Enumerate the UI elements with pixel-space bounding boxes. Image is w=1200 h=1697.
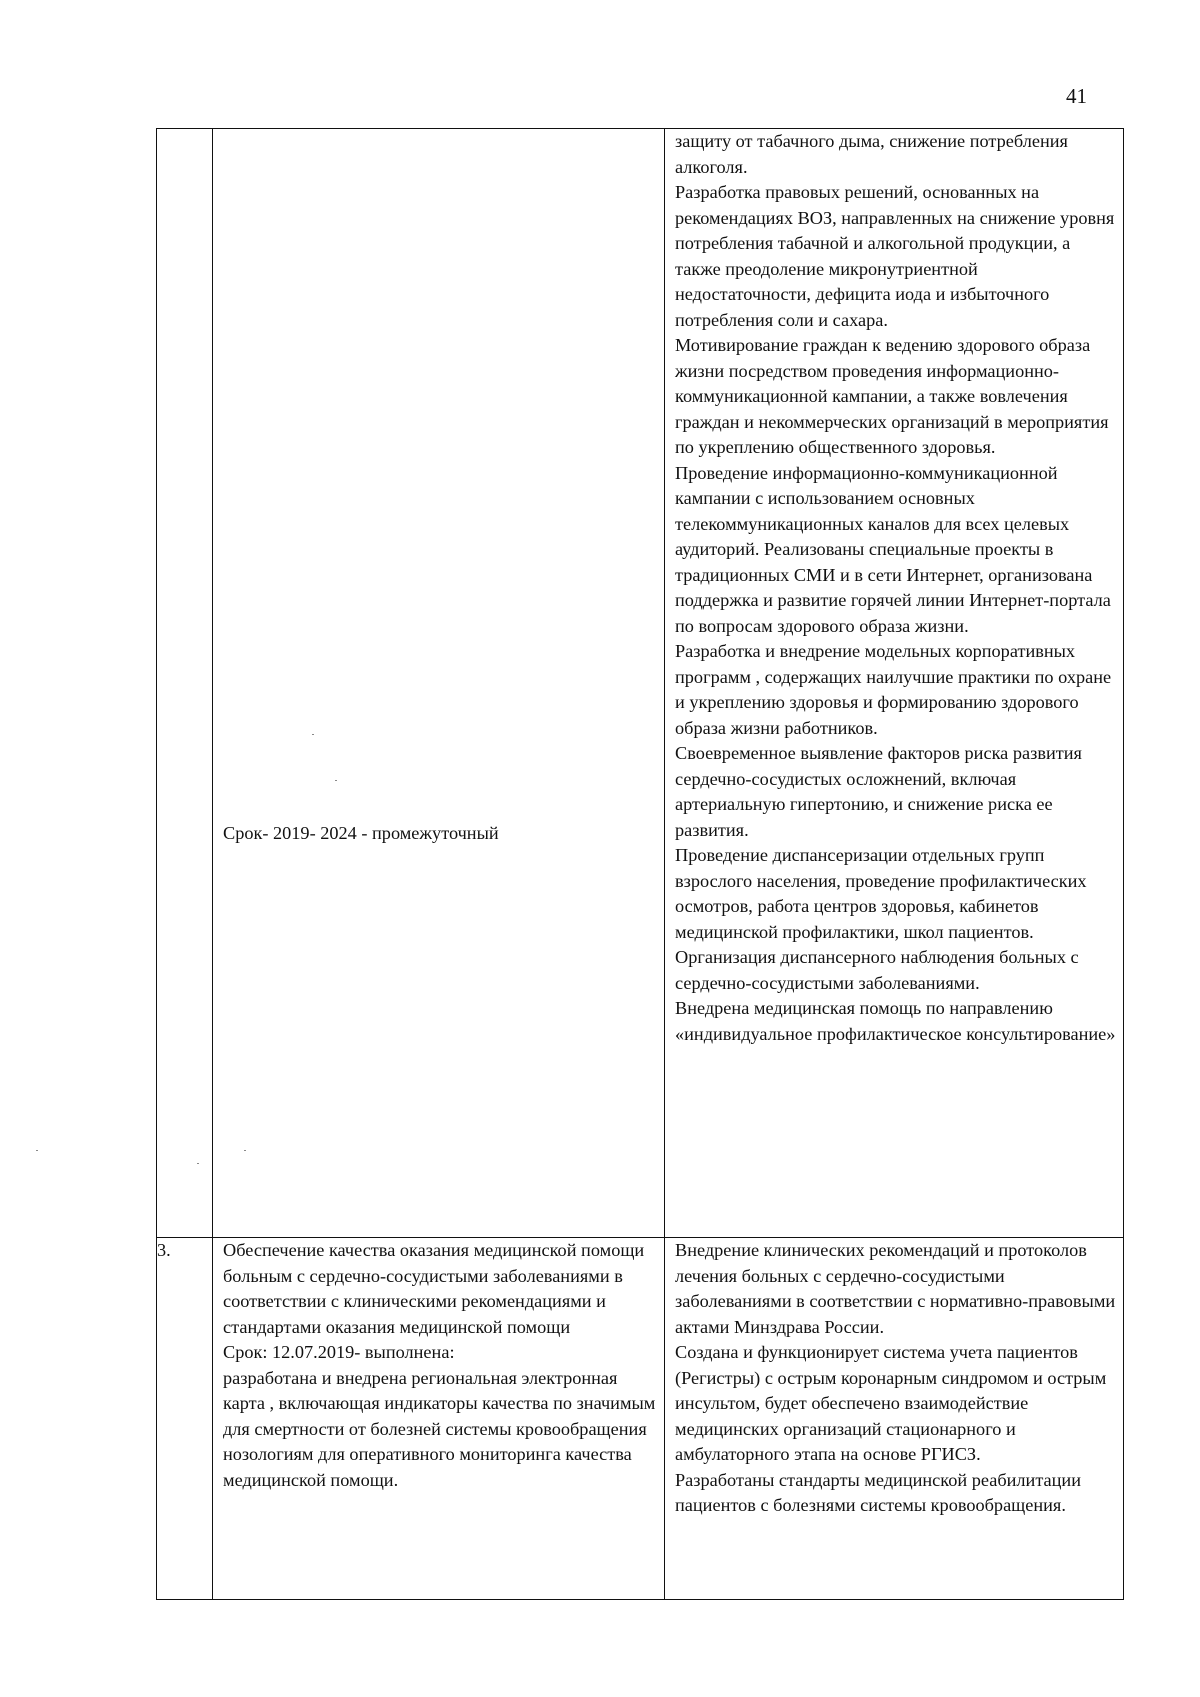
scan-speck [244, 1150, 246, 1151]
paragraph: Разработаны стандарты медицинской реабилитации пациентов с болезнями системы кровообращения. [675, 1469, 1081, 1515]
table-row [157, 129, 1124, 1238]
measure-cell [213, 129, 665, 1238]
paragraph: Проведение информационно-коммуникационной кампании с использованием основных телекоммуникационных каналов для всех целевых аудиторий. Реализованы специальные проекты в традиционных СМИ и в сети Интернет, организована поддержка и развитие горячей линии Интернет-портала по вопросам здорового образа жизни. [675, 462, 1111, 636]
paragraph: Мотивирование граждан к ведению здорового образа жизни посредством проведения информационно-коммуникационной кампании, а также вовлечения граждан и некоммерческих организаций в мероприятия по укреплению общественного здоровья. [675, 335, 1109, 457]
scan-speck [335, 780, 337, 781]
scan-speck [36, 1150, 38, 1151]
paragraph: Разработка правовых решений, основанных на рекомендациях ВОЗ, направленных на снижение уровня потребления табачной и алкогольной продукции, а также преодоление микронутриентной недостаточности, дефицита иода и избыточного потребления соли и сахара. [675, 182, 1115, 330]
paragraph: Внедрение клинических рекомендаций и протоколов лечения больных с сердечно-сосудистыми заболеваниями в соответствии с нормативно-правовыми актами Минздрава России. [675, 1240, 1116, 1337]
scan-speck [312, 734, 314, 735]
result-cell [665, 1238, 1124, 1600]
paragraph: Своевременное выявление факторов риска развития сердечно-сосудистых осложнений, включая артериальную гипертонию, и снижение риска ее развития. [675, 743, 1082, 840]
page-number: 41 [1066, 84, 1087, 108]
deadline-text: Срок- 2019- 2024 - промежуточный [223, 823, 499, 843]
result-cell [665, 129, 1124, 1238]
paragraph: разработана и внедрена региональная электронная карта , включающая индикаторы качества по значимым для смертности от болезней системы кровообращения нозологиям для оперативного мониторинга качества медицинской помощи. [223, 1367, 656, 1490]
paragraph: Обеспечение качества оказания медицинской помощи больным с сердечно-сосудистыми заболеваниями в соответствии с клиническими рекомендациями и стандартами оказания медицинской помощи [223, 1240, 645, 1337]
paragraph: Срок: 12.07.2019- выполнена: [223, 1342, 455, 1362]
paragraph: Разработка и внедрение модельных корпоративных программ , содержащих наилучшие практики по охране и укреплению здоровья и формированию здорового образа жизни работников. [675, 641, 1112, 738]
measures-table [156, 128, 1124, 1600]
measure-cell [213, 1238, 665, 1600]
paragraph: Организация диспансерного наблюдения больных с сердечно-сосудистыми заболеваниями. [675, 947, 1079, 993]
table-row [157, 1238, 1124, 1600]
row-number-cell [157, 129, 213, 1238]
row-number-cell: 3. [157, 1238, 213, 1600]
paragraph: Создана и функционирует система учета пациентов (Регистры) с острым коронарным синдромом и острым инсультом, будет обеспечено взаимодействие медицинских организаций стационарного и амбулаторного этапа на основе РГИСЗ. [675, 1342, 1107, 1464]
paragraph: Внедрена медицинская помощь по направлению «индивидуальное профилактическое консультирование» [675, 998, 1116, 1044]
paragraph: защиту от табачного дыма, снижение потребления алкоголя. [675, 131, 1068, 177]
paragraph: Проведение диспансеризации отдельных групп взрослого населения, проведение профилактических осмотров, работа центров здоровья, кабинетов медицинской профилактики, школ пациентов. [675, 845, 1087, 942]
scan-speck [197, 1163, 199, 1164]
